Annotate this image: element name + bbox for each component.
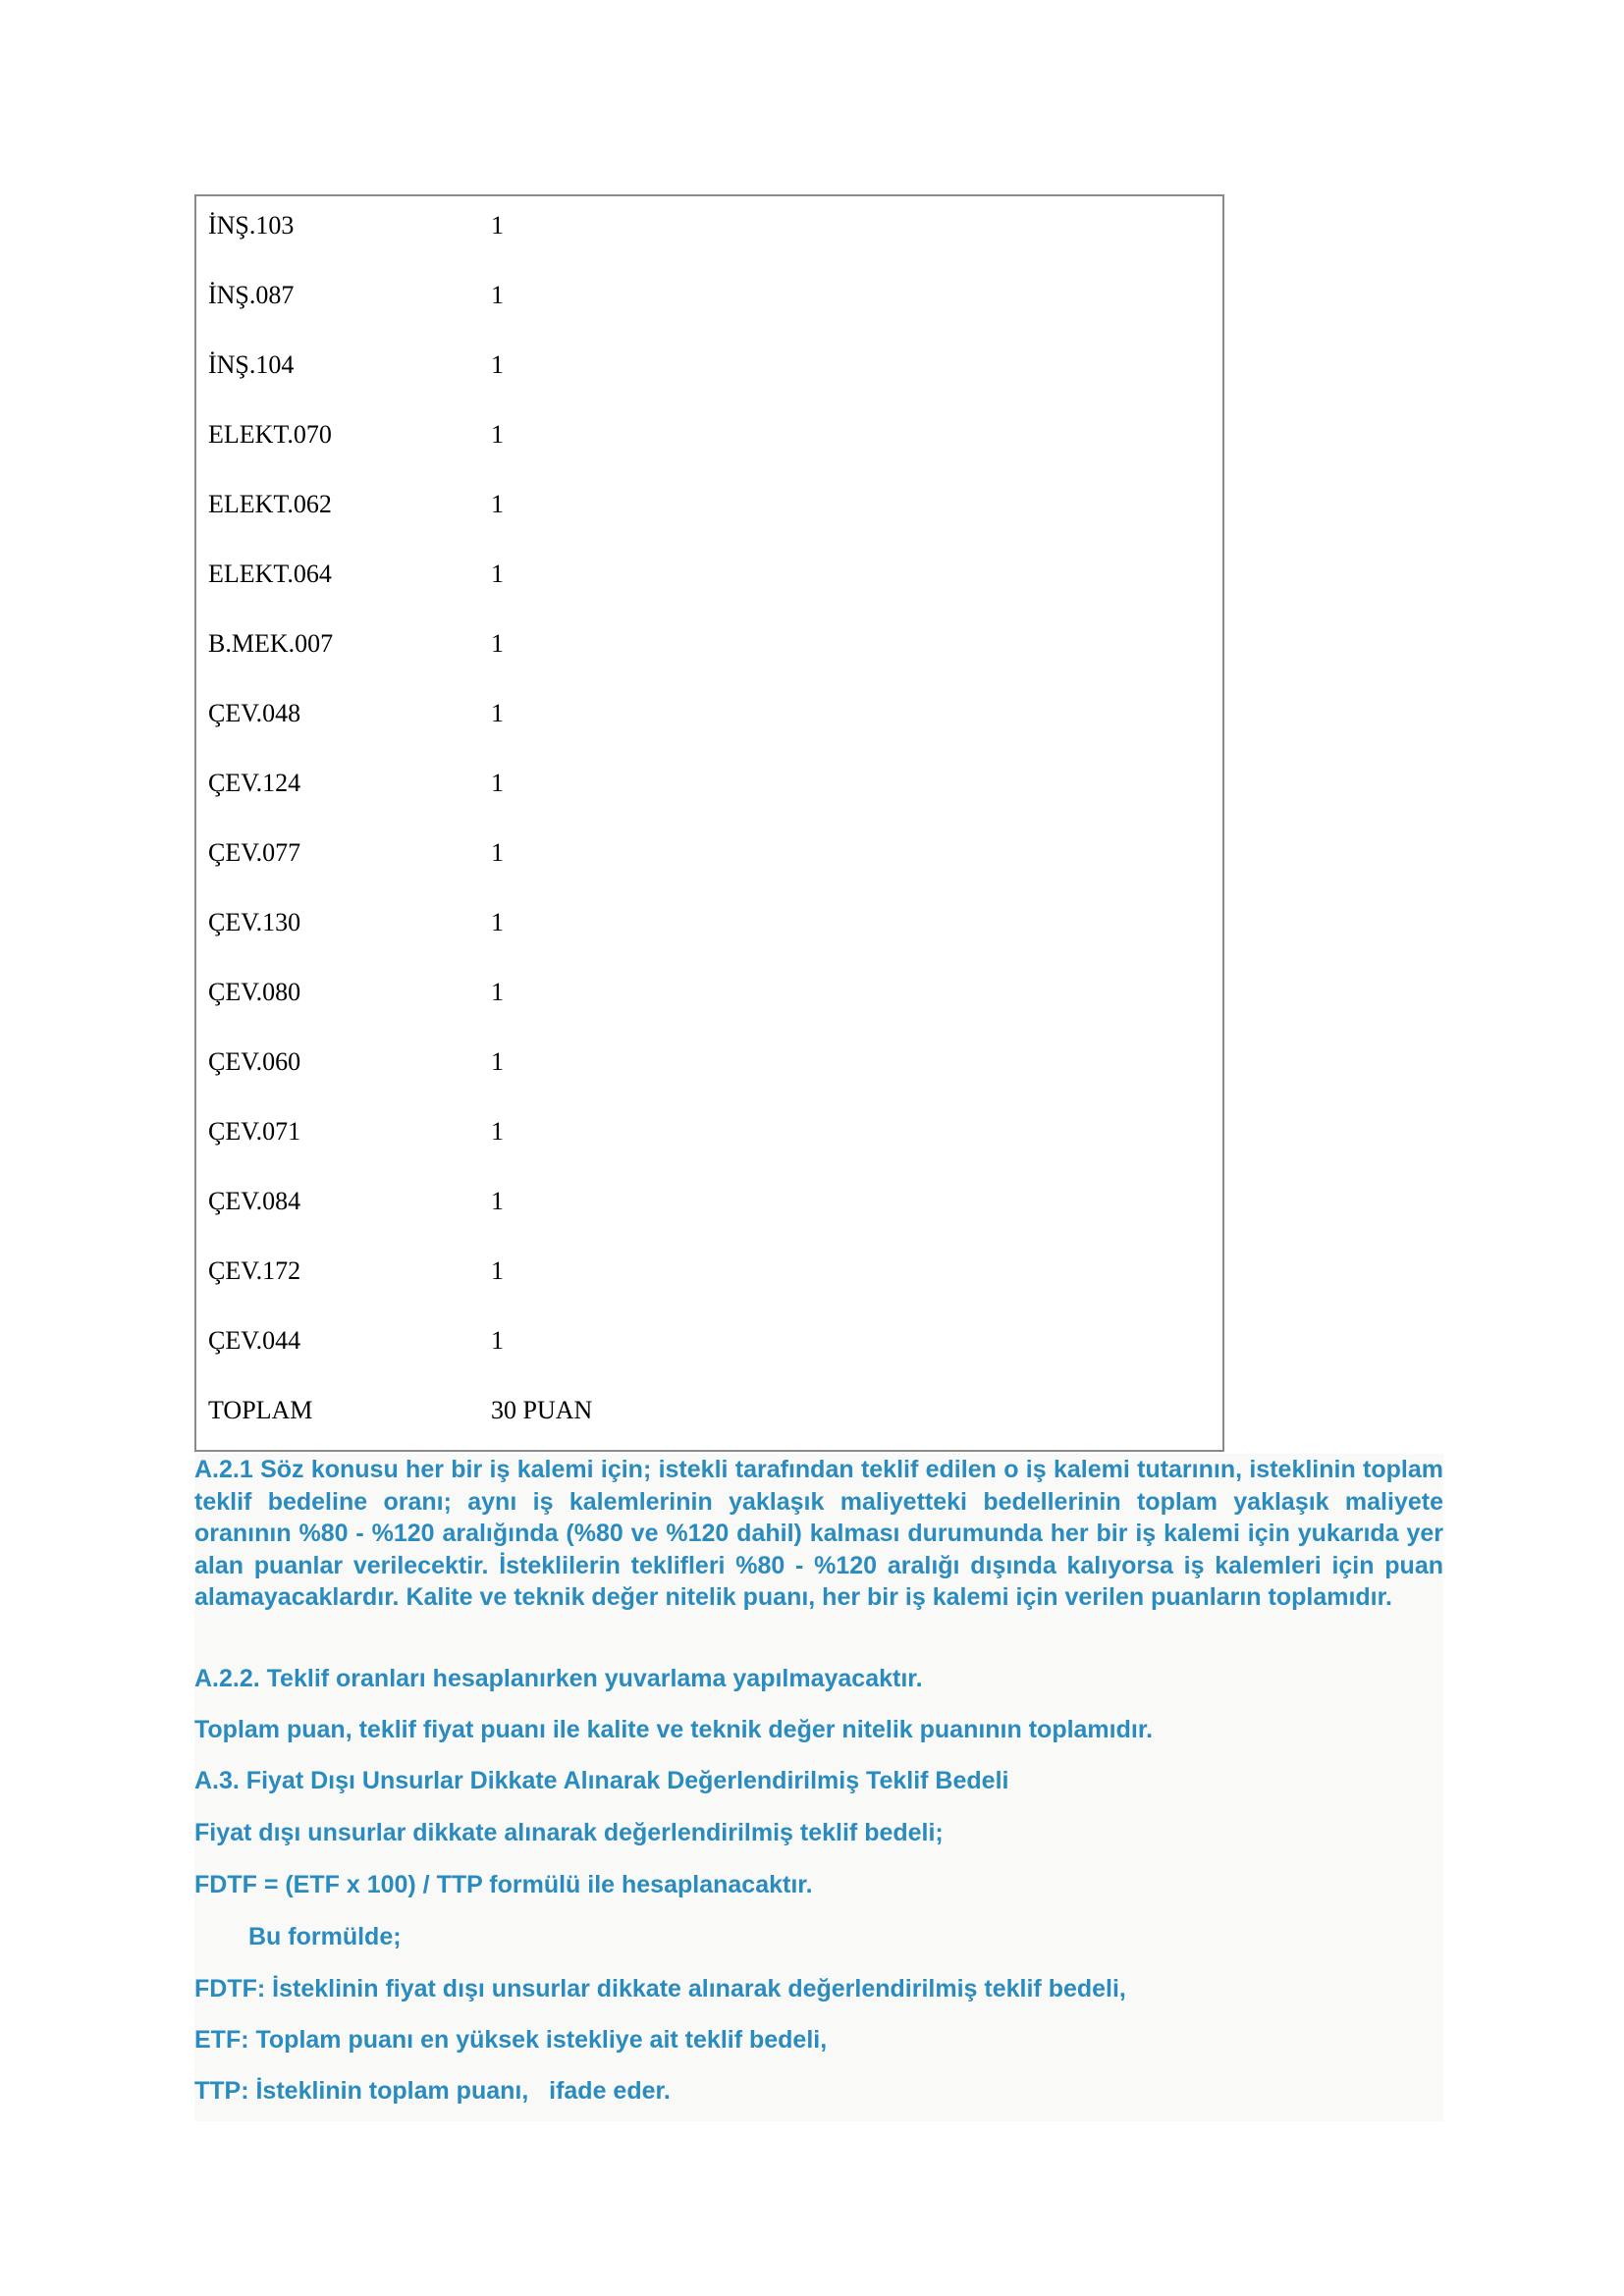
table-row — [196, 764, 1222, 803]
table-row — [196, 833, 1222, 873]
table-row — [196, 973, 1222, 1012]
item-code: ELEKT.070 — [208, 420, 332, 449]
item-points: 1 — [491, 629, 504, 658]
table-row — [196, 346, 1222, 385]
item-code: ÇEV.060 — [208, 1047, 301, 1076]
item-points: 1 — [491, 420, 504, 449]
table-row — [196, 1252, 1222, 1291]
item-code: ÇEV.077 — [208, 838, 301, 867]
table-row — [196, 415, 1222, 454]
item-points: 1 — [491, 1256, 504, 1285]
item-code: İNŞ.104 — [208, 350, 295, 379]
definition-etf: ETF: Toplam puanı en yüksek istekliye ait teklif bedeli, — [194, 2026, 828, 2054]
item-points: 1 — [491, 350, 504, 379]
item-code: ELEKT.062 — [208, 490, 332, 518]
item-code: ÇEV.172 — [208, 1256, 301, 1285]
item-points: 1 — [491, 699, 504, 727]
item-code: İNŞ.087 — [208, 281, 295, 309]
item-points: 1 — [491, 1187, 504, 1215]
heading-a3: A.3. Fiyat Dışı Unsurlar Dikkate Alınarak Değerlendirilmiş Teklif Bedeli — [194, 1767, 1009, 1794]
item-code: ÇEV.130 — [208, 908, 301, 936]
item-code: ÇEV.084 — [208, 1187, 301, 1215]
table-row — [196, 694, 1222, 733]
table-row — [196, 1182, 1222, 1221]
evaluation-text-block — [194, 1454, 1443, 2121]
item-code: ÇEV.044 — [208, 1326, 301, 1355]
item-points: 1 — [491, 978, 504, 1006]
item-points: 1 — [491, 560, 504, 588]
paragraph-fdtf-intro: Fiyat dışı unsurlar dikkate alınarak değerlendirilmiş teklif bedeli; — [194, 1819, 944, 1846]
total-points: 30 PUAN — [491, 1396, 593, 1424]
table-row — [196, 624, 1222, 664]
table-row — [196, 1112, 1222, 1151]
table-row — [196, 1042, 1222, 1082]
item-points: 1 — [491, 769, 504, 797]
item-code: ÇEV.080 — [208, 978, 301, 1006]
table-row — [196, 485, 1222, 524]
definition-fdtf: FDTF: İsteklinin fiyat dışı unsurlar dikkate alınarak değerlendirilmiş teklif bedeli, — [194, 1975, 1126, 2002]
item-code: ÇEV.124 — [208, 769, 301, 797]
definition-ttp: TTP: İsteklinin toplam puanı, ifade eder. — [194, 2077, 671, 2105]
item-points: 1 — [491, 1047, 504, 1076]
points-table — [194, 194, 1224, 1452]
table-row — [196, 276, 1222, 315]
item-points: 1 — [491, 908, 504, 936]
paragraph-total-score: Toplam puan, teklif fiyat puanı ile kalite ve teknik değer nitelik puanının toplamıdır. — [194, 1716, 1154, 1743]
item-points: 1 — [491, 838, 504, 867]
item-code: B.MEK.007 — [208, 629, 334, 658]
item-points: 1 — [491, 1117, 504, 1146]
table-row — [196, 555, 1222, 594]
item-code: İNŞ.103 — [208, 211, 295, 240]
table-row — [196, 206, 1222, 245]
total-label: TOPLAM — [208, 1396, 313, 1424]
formula-line: FDTF = (ETF x 100) / TTP formülü ile hesaplanacaktır. — [194, 1871, 813, 1898]
table-row — [196, 903, 1222, 942]
item-code: ELEKT.064 — [208, 560, 332, 588]
item-points: 1 — [491, 281, 504, 309]
item-points: 1 — [491, 211, 504, 240]
table-total-row — [196, 1391, 1222, 1430]
formula-note: Bu formülde; — [248, 1923, 402, 1950]
item-code: ÇEV.048 — [208, 699, 301, 727]
paragraph-a22: A.2.2. Teklif oranları hesaplanırken yuvarlama yapılmayacaktır. — [194, 1665, 923, 1692]
item-points: 1 — [491, 1326, 504, 1355]
item-code: ÇEV.071 — [208, 1117, 301, 1146]
table-row — [196, 1321, 1222, 1361]
paragraph-a21: A.2.1 Söz konusu her bir iş kalemi için; istekli tarafından teklif edilen o iş kalemi tutarının, isteklinin toplam teklif bedeline oranı; aynı iş kalemlerinin yaklaşık maliyetteki bedellerinin toplam yaklaşık maliyete oranının %80 - %120 aralığında (%80 ve %120 dahil) kalması durumunda her bir iş kalemi için yukarıda yer alan puanlar verilecektir. İsteklilerin teklifleri %80 - %120 aralığı dışında kalıyorsa iş kalemleri için puan alamayacaklardır. Kalite ve teknik değer nitelik puanı, her bir iş kalemi için verilen puanların toplamıdır. — [194, 1456, 1443, 1611]
item-points: 1 — [491, 490, 504, 518]
